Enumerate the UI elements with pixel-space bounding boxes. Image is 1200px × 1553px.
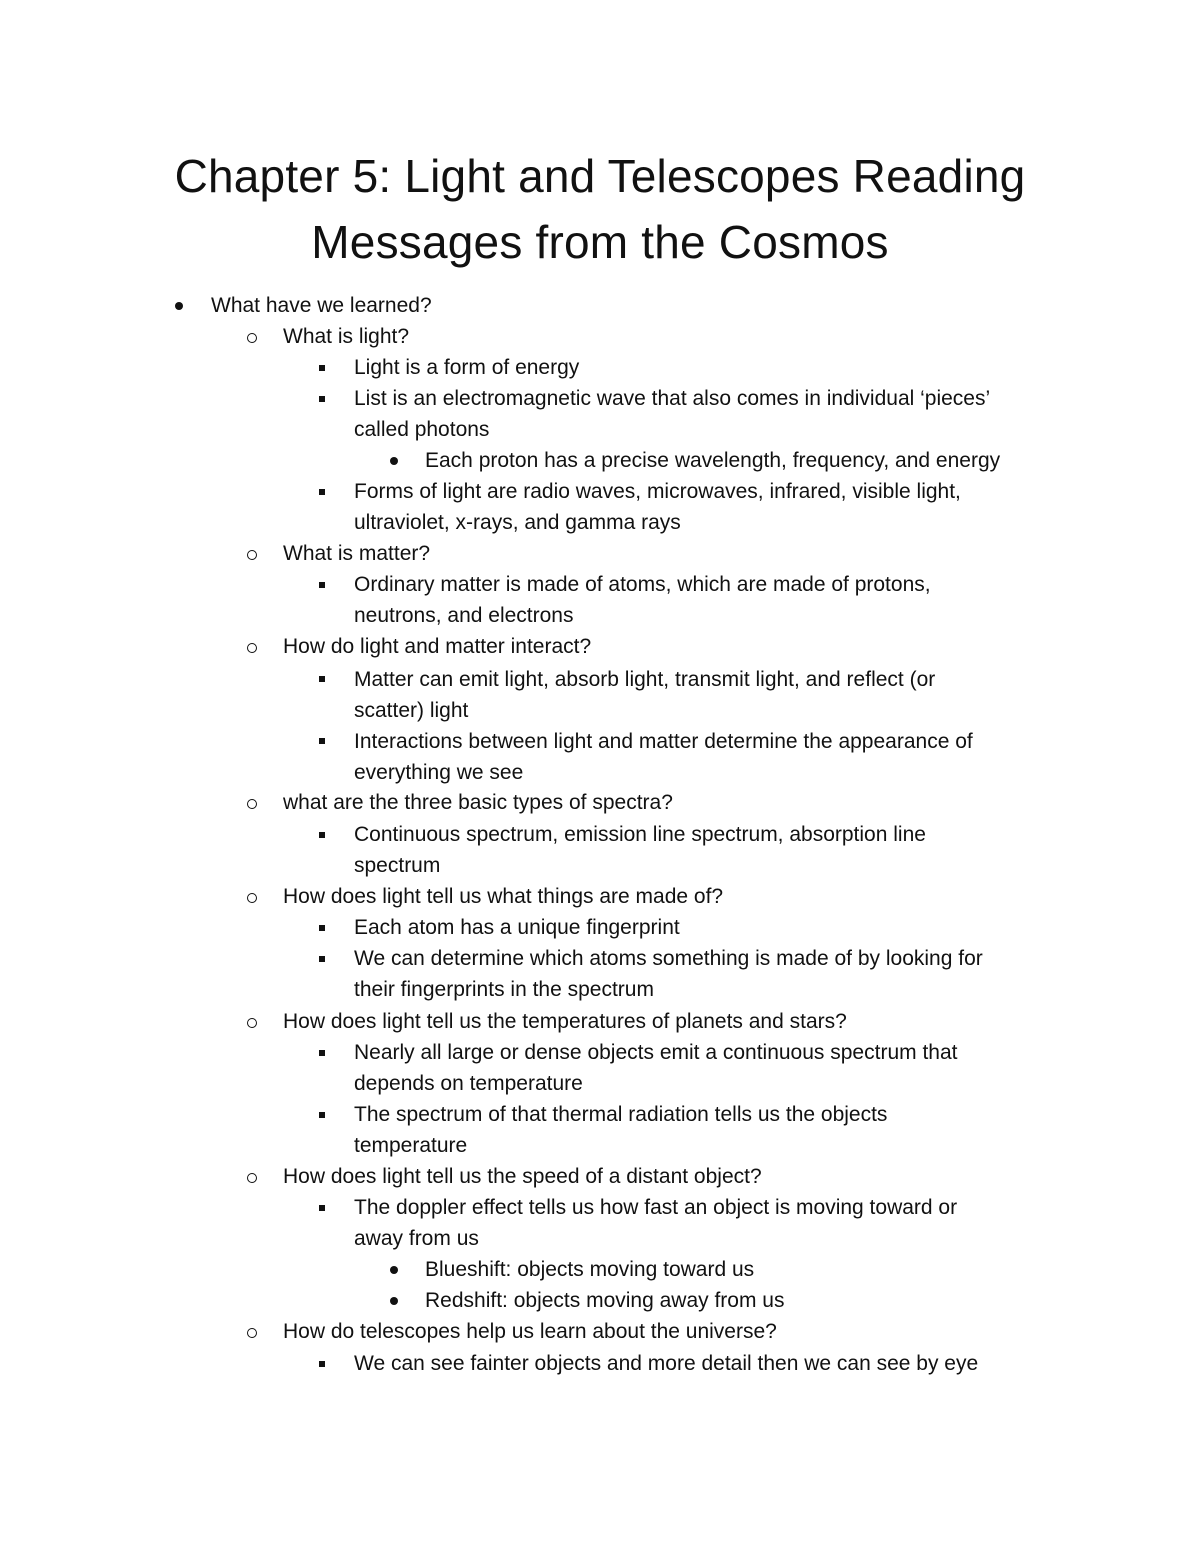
bullet-square-icon — [319, 396, 325, 402]
bullet-circle-icon — [247, 1173, 257, 1183]
answer-line-cont: their fingerprints in the spectrum — [354, 978, 654, 1001]
question-telescopes: How do telescopes help us learn about the universe? — [283, 1320, 777, 1343]
bullet-square-icon — [319, 925, 325, 931]
question-what-is-light: What is light? — [283, 325, 410, 348]
answer-line: Interactions between light and matter determine the appearance of — [354, 730, 973, 753]
answer-line: Each atom has a unique fingerprint — [354, 916, 680, 939]
bullet-dot-icon — [390, 1297, 398, 1305]
outline-top-item: What have we learned? — [211, 294, 432, 317]
bullet-square-icon — [319, 738, 325, 744]
sub-answer-line: Each proton has a precise wavelength, frequency, and energy — [425, 449, 1001, 472]
answer-line: We can determine which atoms something is made of by looking for — [354, 947, 983, 970]
answer-line: Continuous spectrum, emission line spectrum, absorption line — [354, 823, 926, 846]
answer-line-cont: temperature — [354, 1134, 468, 1157]
page-title — [120, 143, 1080, 275]
bullet-square-icon — [319, 365, 325, 371]
answer-line-cont: everything we see — [354, 761, 524, 784]
bullet-circle-icon — [247, 893, 257, 903]
bullet-square-icon — [319, 676, 325, 682]
bullet-square-icon — [319, 582, 325, 588]
title-line-1: Chapter 5: Light and Telescopes Reading — [174, 150, 1026, 202]
bullet-circle-icon — [247, 799, 257, 809]
bullet-dot-icon — [390, 1266, 398, 1274]
title-line-2: Messages from the Cosmos — [311, 216, 889, 268]
answer-line-cont: called photons — [354, 418, 490, 441]
bullet-circle-icon — [247, 333, 257, 343]
answer-line-cont: spectrum — [354, 854, 441, 877]
bullet-circle-icon — [247, 1018, 257, 1028]
bullet-square-icon — [319, 1205, 325, 1211]
question-what-things-made-of: How does light tell us what things are made of? — [283, 885, 724, 908]
answer-line: The doppler effect tells us how fast an object is moving toward or — [354, 1196, 958, 1219]
answer-line: Matter can emit light, absorb light, transmit light, and reflect (or — [354, 668, 936, 691]
question-what-is-matter: What is matter? — [283, 542, 431, 565]
bullet-circle-icon — [247, 643, 257, 653]
question-light-matter-interact: How do light and matter interact? — [283, 635, 592, 658]
bullet-square-icon — [319, 832, 325, 838]
bullet-square-icon — [319, 1361, 325, 1367]
question-temperatures: How does light tell us the temperatures of planets and stars? — [283, 1010, 847, 1033]
bullet-dot-icon — [390, 457, 398, 465]
answer-line: Ordinary matter is made of atoms, which are made of protons, — [354, 573, 931, 596]
answer-line-cont: depends on temperature — [354, 1072, 583, 1095]
answer-line-cont: away from us — [354, 1227, 479, 1250]
answer-line: List is an electromagnetic wave that also comes in individual ‘pieces’ — [354, 387, 991, 410]
answer-line-cont: neutrons, and electrons — [354, 604, 574, 627]
answer-line: Light is a form of energy — [354, 356, 580, 379]
question-types-of-spectra: what are the three basic types of spectra? — [283, 791, 673, 814]
answer-line-cont: ultraviolet, x-rays, and gamma rays — [354, 511, 681, 534]
answer-line: Nearly all large or dense objects emit a continuous spectrum that — [354, 1041, 958, 1064]
answer-line: We can see fainter objects and more detail then we can see by eye — [354, 1352, 979, 1375]
question-speed-of-object: How does light tell us the speed of a distant object? — [283, 1165, 762, 1188]
bullet-circle-icon — [247, 1328, 257, 1338]
sub-answer-line: Blueshift: objects moving toward us — [425, 1258, 755, 1281]
answer-line: Forms of light are radio waves, microwaves, infrared, visible light, — [354, 480, 961, 503]
bullet-square-icon — [319, 1112, 325, 1118]
bullet-circle-icon — [247, 550, 257, 560]
sub-answer-line: Redshift: objects moving away from us — [425, 1289, 785, 1312]
answer-line-cont: scatter) light — [354, 699, 469, 722]
bullet-square-icon — [319, 489, 325, 495]
bullet-square-icon — [319, 1050, 325, 1056]
bullet-square-icon — [319, 956, 325, 962]
bullet-dot-icon — [175, 302, 183, 310]
answer-line: The spectrum of that thermal radiation tells us the objects — [354, 1103, 888, 1126]
